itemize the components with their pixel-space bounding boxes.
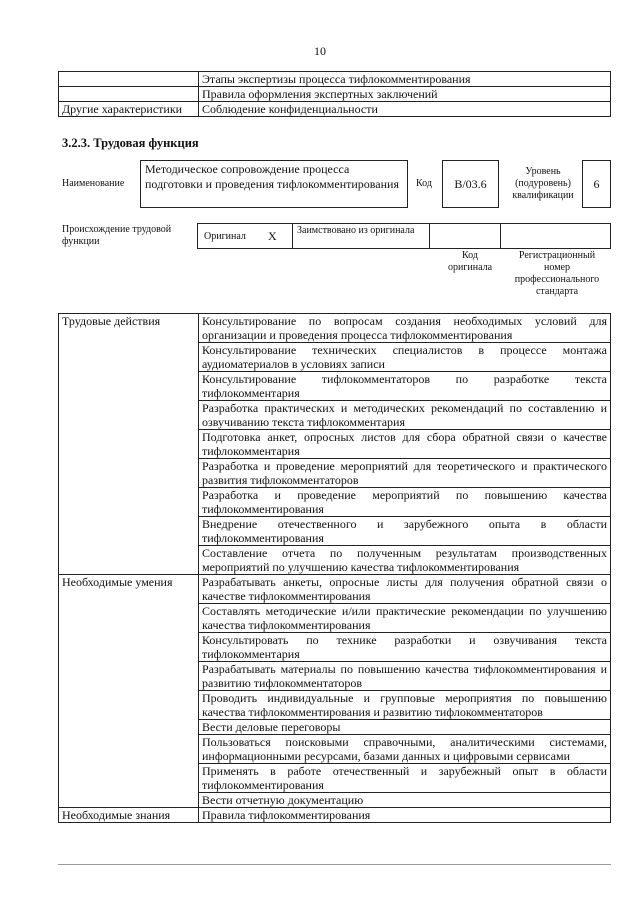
group-item: Разрабатывать анкеты, опросные листы для получения обратной связи о качестве тифлокомментирования <box>199 575 611 604</box>
group-item: Разработка практических и методических рекомендаций по составлению и озвучиванию текста тифлокомментария <box>199 401 611 430</box>
level-label: Уровень (подуровень) квалификации <box>512 166 574 201</box>
group-item: Консультирование по вопросам создания необходимых условий для организации и проведения процесса тифлокомментирования <box>199 314 611 343</box>
top-row-value: Этапы экспертизы процесса тифлокомментирования <box>199 72 611 87</box>
group-title: Необходимые знания <box>59 808 199 823</box>
borrowed-label: Заимствовано из оригинала <box>297 225 415 236</box>
group-item: Разработка и проведение мероприятий по повышению качества тифлокомментирования <box>199 488 611 517</box>
code-value: B/03.6 <box>454 176 487 191</box>
code-original-cell <box>429 223 501 249</box>
group-item: Внедрение отечественного и зарубежного опыта в области тифлокомментирования <box>199 517 611 546</box>
group-item: Составлять методические и/или практические рекомендации по улучшению качества тифлокомментирования <box>199 604 611 633</box>
top-row <box>59 72 611 87</box>
group-item: Составление отчета по полученным результатам производственных мероприятий по улучшению качества тифлокомментирования <box>199 546 611 575</box>
group-item: Применять в работе отечественный и зарубежный опыт в области тифлокомментирования <box>199 764 611 793</box>
group-item: Подготовка анкет, опросных листов для сбора обратной связи о качестве тифлокомментария <box>199 430 611 459</box>
borrowed-cell <box>292 223 430 249</box>
name-label: Наименование <box>62 178 125 189</box>
table-row <box>59 575 611 604</box>
group-item: Консультировать по технике разработки и озвучивания текста тифлокомментария <box>199 633 611 662</box>
original-cell <box>197 223 293 249</box>
group-item: Консультирование тифлокомментаторов по разработке текста тифлокомментария <box>199 372 611 401</box>
page-number: 10 <box>314 44 326 58</box>
original-label: Оригинал <box>204 231 246 242</box>
group-item: Пользоваться поисковыми справочными, аналитическими системами, информационными ресурсами, базами данных и цифровыми сервисами <box>199 735 611 764</box>
origin-row <box>197 223 611 249</box>
top-row <box>59 102 611 117</box>
top-row-value: Правила оформления экспертных заключений <box>199 87 611 102</box>
top-row-label <box>59 72 199 87</box>
reg-number-label: Регистрационный номер профессионального стандарта <box>514 250 600 297</box>
table-row <box>59 314 611 343</box>
function-details-table <box>58 313 611 823</box>
function-name: Методическое сопровождение процесса подготовки и проведения тифлокомментирования <box>145 162 399 191</box>
top-row-label <box>59 87 199 102</box>
top-row-label: Другие характеристики <box>59 102 199 117</box>
group-title: Трудовые действия <box>59 314 199 575</box>
code-label: Код <box>416 178 432 189</box>
top-row <box>59 87 611 102</box>
group-item: Разработка и проведение мероприятий для теоретического и практического развития тифлокомментаторов <box>199 459 611 488</box>
group-item: Вести отчетную документацию <box>199 793 611 808</box>
group-title: Необходимые умения <box>59 575 199 808</box>
reg-number-cell <box>500 223 611 249</box>
origin-label: Происхождение трудовой функции <box>62 224 172 247</box>
code-original-label: Код оригинала <box>447 250 493 273</box>
table-row <box>59 808 611 823</box>
page-bottom-rule <box>58 864 611 865</box>
original-mark: X <box>268 229 277 243</box>
level-box <box>582 160 611 208</box>
group-item: Проводить индивидуальные и групповые мероприятия по повышению качества тифлокомментирования и развитию тифлокомментаторов <box>199 691 611 720</box>
code-box <box>442 160 499 208</box>
level-value: 6 <box>593 176 600 191</box>
function-name-box <box>140 160 408 208</box>
group-item: Разрабатывать материалы по повышению качества тифлокомментирования и развитию тифлокомментаторов <box>199 662 611 691</box>
group-item: Консультирование технических специалистов в процессе монтажа аудиоматериалов в условиях записи <box>199 343 611 372</box>
top-row-value: Соблюдение конфиденциальности <box>199 102 611 117</box>
section-heading: 3.2.3. Трудовая функция <box>62 136 199 150</box>
top-characteristics-table <box>58 71 611 117</box>
group-item: Правила тифлокомментирования <box>199 808 611 823</box>
group-item: Вести деловые переговоры <box>199 720 611 735</box>
